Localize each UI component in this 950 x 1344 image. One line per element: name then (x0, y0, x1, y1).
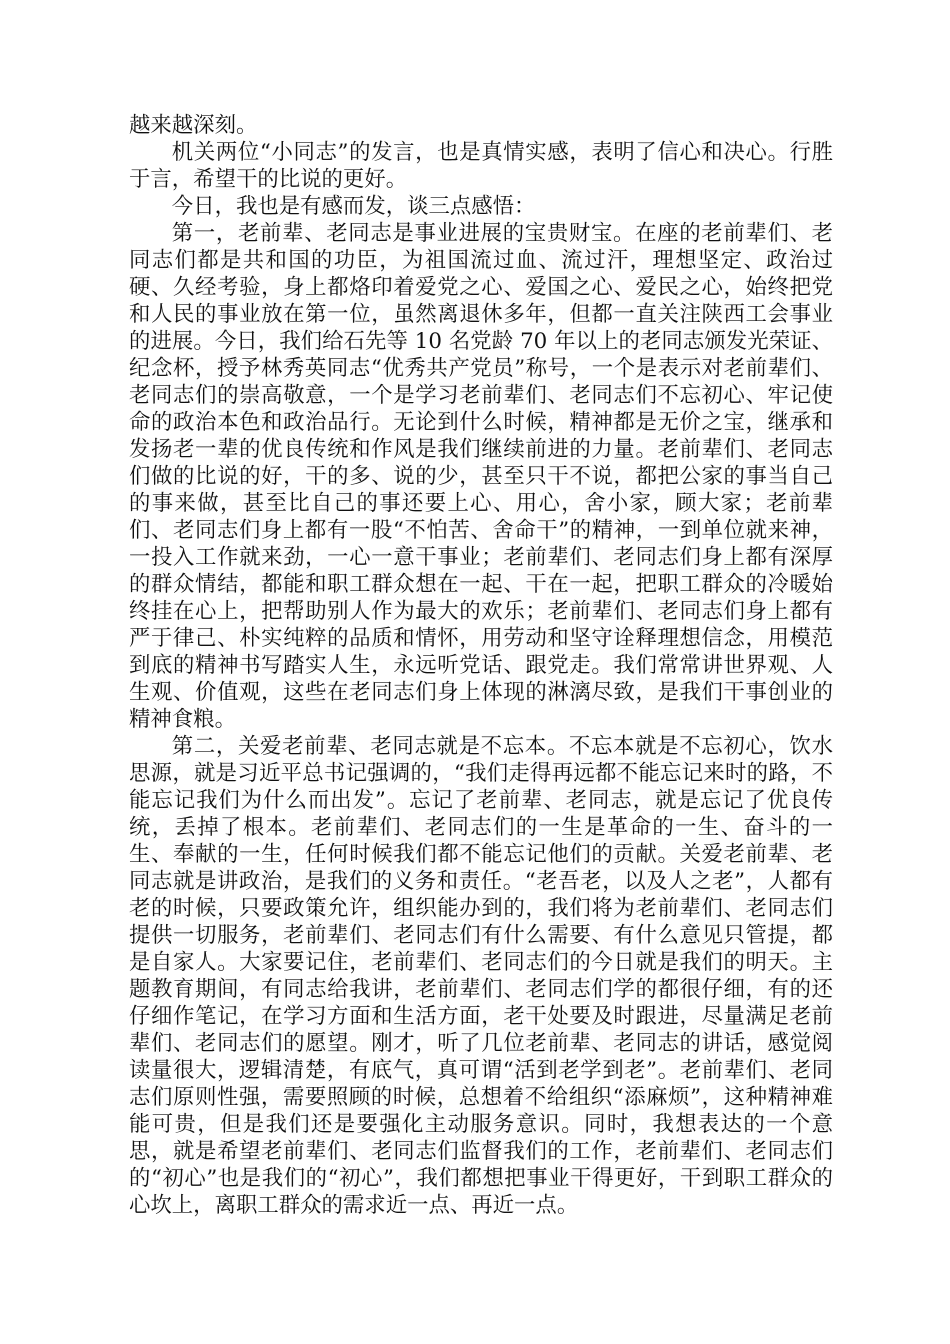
paragraph-young-colleagues: 机关两位“小同志”的发言，也是真情实感，表明了信心和决心。行胜于言，希望干的比说的更好。 (129, 140, 833, 192)
paragraph-intro-three-points: 今日，我也是有感而发，谈三点感悟： (171, 194, 536, 219)
paragraph-continuation: 越来越深刻。 (129, 113, 258, 138)
paragraph-point-one: 第一，老前辈、老同志是事业进展的宝贵财宝。在座的老前辈们、老同志们都是共和国的功臣，为祖国流过血、流过汗，理想坚定、政治过硬、久经考验，身上都烙印着爱党之心、爱国之心、爱民之心，始终把党和人民的事业放在第一位，虽然离退休多年，但都一直关注陕西工会事业的进展。今日，我们给石先等 10 名党龄 70 年以上的老同志颁发光荣证、纪念杯，授予林秀英同志“优秀共产党员”称号，一个是表示对老前辈们、老同志们的崇高敬意，一个是学习老前辈们、老同志们不忘初心、牢记使命的政治本色和政治品行。无论到什么时候，精神都是无价之宝，继承和发扬老一辈的优良传统和作风是我们继续前进的力量。老前辈们、老同志们做的比说的好，干的多、说的少，甚至只干不说，都把公家的事当自己的事来做，甚至比自己的事还要上心、用心，舍小家，顾大家；老前辈们、老同志们身上都有一股“不怕苦、舍命干”的精神，一到单位就来神，一投入工作就来劲，一心一意干事业；老前辈们、老同志们身上都有深厚的群众情结，都能和职工群众想在一起、干在一起，把职工群众的冷暖始终挂在心上，把帮助别人作为最大的欢乐；老前辈们、老同志们身上都有严于律己、朴实纯粹的品质和情怀，用劳动和坚守诠释理想信念，用模范到底的精神书写踏实人生，永远听党话、跟党走。我们常常讲世界观、人生观、价值观，这些在老同志们身上体现的淋漓尽致，是我们干事创业的精神食粮。 (129, 221, 833, 732)
document-page (129, 112, 833, 1219)
paragraph-point-two: 第二，关爱老前辈、老同志就是不忘本。不忘本就是不忘初心，饮水思源，就是习近平总书记强调的，“我们走得再远都不能忘记来时的路，不能忘记我们为什么而出发”。忘记了老前辈、老同志，就是忘记了优良传统，丢掉了根本。老前辈们、老同志们的一生是革命的一生、奋斗的一生、奉献的一生，任何时候我们都不能忘记他们的贡献。关爱老前辈、老同志就是讲政治，是我们的义务和责任。“老吾老，以及人之老”，人都有老的时候，只要政策允许，组织能办到的，我们将为老前辈们、老同志们提供一切服务，老前辈们、老同志们有什么需要、有什么意见只管提，都是自家人。大家要记住，老前辈们、老同志们的今日就是我们的明天。主题教育期间，有同志给我讲，老前辈们、老同志们学的都很仔细，有的还仔细作笔记，在学习方面和生活方面，老干处要及时跟进，尽量满足老前辈们、老同志们的愿望。刚才，听了几位老前辈、老同志的讲话，感觉阅读量很大，逻辑清楚，有底气，真可谓“活到老学到老”。老前辈们、老同志们原则性强，需要照顾的时候，总想着不给组织“添麻烦”，这种精神难能可贵，但是我们还是要强化主动服务意识。同时，我想表达的一个意思，就是希望老前辈们、老同志们监督我们的工作，老前辈们、老同志们的“初心”也是我们的“初心”，我们都想把事业干得更好，干到职工群众的心坎上，离职工群众的需求近一点、再近一点。 (129, 734, 833, 1218)
